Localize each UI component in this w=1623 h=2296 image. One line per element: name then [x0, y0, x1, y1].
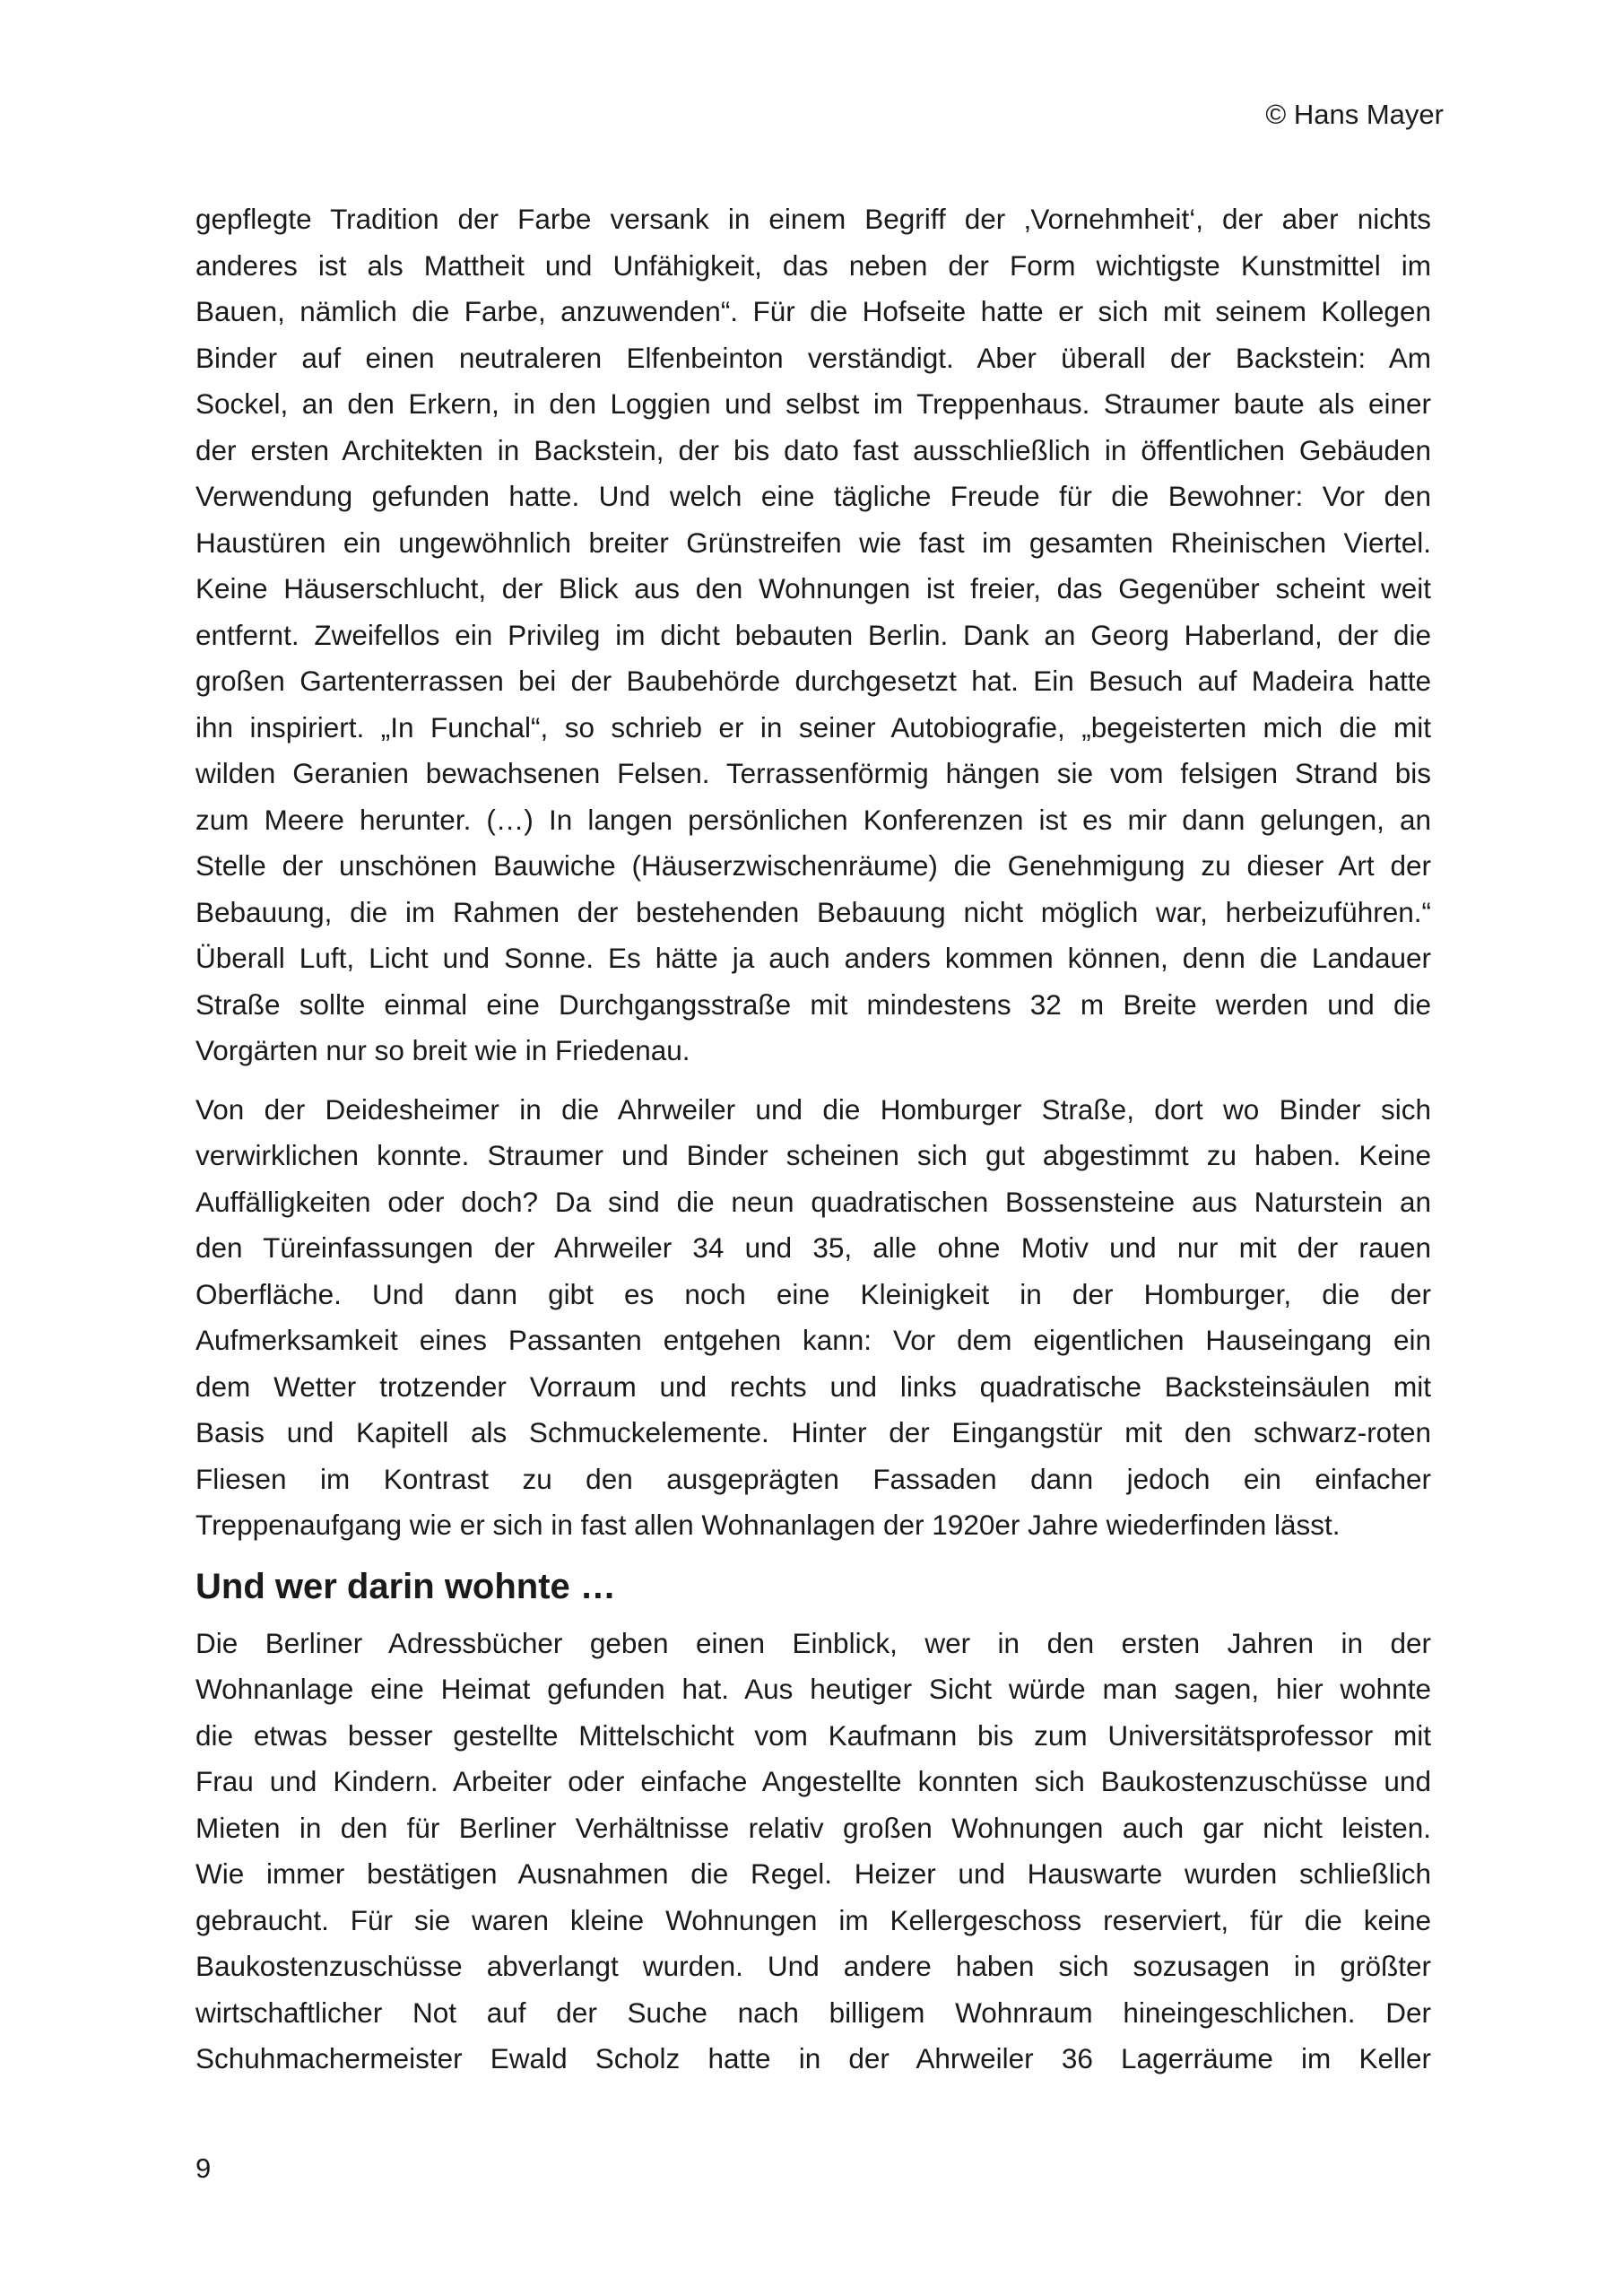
text-line: Wie immer bestätigen Ausnahmen die Regel. Heizer und Hauswarte wurden schließlich [195, 1857, 1431, 1890]
text-line: der ersten Architekten in Backstein, der bis dato fast ausschließlich in öffentlichen Gebäuden [195, 433, 1431, 466]
text-line: dem Wetter trotzender Vorraum und rechts und links quadratische Backsteinsäulen mit [195, 1370, 1431, 1403]
text-line: verwirklichen konnte. Straumer und Binder scheinen sich gut abgestimmt zu haben. Keine [195, 1139, 1431, 1171]
page-content [195, 196, 1431, 2083]
text-line: Auffälligkeiten oder doch? Da sind die neun quadratischen Bossensteine aus Naturstein an [195, 1185, 1431, 1218]
text-line: zum Meere herunter. (…) In langen persönlichen Konferenzen ist es mir dann gelungen, an [195, 803, 1431, 836]
text-line: Vorgärten nur so breit wie in Friedenau. [195, 1034, 690, 1066]
section-heading: Und wer darin wohnte … [195, 1566, 616, 1606]
text-line: Überall Luft, Licht und Sonne. Es hätte ja auch anders kommen können, denn die Landauer [195, 942, 1431, 974]
page-number: 9 [195, 2152, 212, 2184]
paragraph-1 [195, 196, 1431, 1074]
text-line: großen Gartenterrassen bei der Baubehörde durchgesetzt hat. Ein Besuch auf Madeira hatte [195, 665, 1431, 697]
text-line: Straße sollte einmal eine Durchgangsstraße mit mindestens 32 m Breite werden und die [195, 987, 1431, 1021]
text-line: anderes ist als Mattheit und Unfähigkeit, das neben der Form wichtigste Kunstmittel im [195, 248, 1431, 282]
text-line: Bebauung, die im Rahmen der bestehenden Bebauung nicht möglich war, herbeizuführen.“ [195, 895, 1431, 928]
text-line: gebraucht. Für sie waren kleine Wohnungen im Kellergeschoss reserviert, für die keine [195, 1903, 1431, 1936]
paragraph-gap [195, 1074, 1431, 1087]
text-line: Baukostenzuschüsse abverlangt wurden. Und andere haben sich sozusagen in größter [195, 1950, 1431, 1982]
text-line: Verwendung gefunden hatte. Und welch eine tägliche Freude für die Bewohner: Vor den [195, 480, 1431, 512]
paragraph-3 [195, 1621, 1431, 2083]
text-line: Aufmerksamkeit eines Passanten entgehen kann: Vor dem eigentlichen Hauseingang ein [195, 1324, 1431, 1356]
text-line: Bauen, nämlich die Farbe, anzuwenden“. Für die Hofseite hatte er sich mit seinem Kollegen [195, 295, 1431, 327]
text-line: Frau und Kindern. Arbeiter oder einfache Angestellte konnten sich Baukostenzuschüsse und [195, 1765, 1431, 1797]
text-line: Die Berliner Adressbücher geben einen Einblick, wer in den ersten Jahren in der [195, 1626, 1431, 1659]
text-line: ihn inspiriert. „In Funchal“, so schrieb er in seiner Autobiografie, „begeisterten mich die mit [195, 710, 1431, 744]
text-line: Fliesen im Kontrast zu den ausgeprägten Fassaden dann jedoch ein einfacher [195, 1462, 1431, 1495]
text-line: Oberfläche. Und dann gibt es noch eine Kleinigkeit in der Homburger, die der [195, 1277, 1431, 1310]
text-line: Haustüren ein ungewöhnlich breiter Grünstreifen wie fast im gesamten Rheinischen Viertel. [195, 526, 1431, 559]
text-line: Sockel, an den Erkern, in den Loggien und selbst im Treppenhaus. Straumer baute als einer [195, 387, 1431, 420]
text-line: wirtschaftlicher Not auf der Suche nach billigem Wohnraum hineingeschlichen. Der [195, 1996, 1431, 2029]
text-line: wilden Geranien bewachsenen Felsen. Terrassenförmig hängen sie vom felsigen Strand bis [195, 757, 1431, 789]
text-line: den Türeinfassungen der Ahrweiler 34 und 35, alle ohne Motiv und nur mit der rauen [195, 1231, 1431, 1264]
text-line: gepflegte Tradition der Farbe versank in einem Begriff der ‚Vornehmheit‘, der aber nichts [195, 203, 1431, 235]
text-line: Mieten in den für Berliner Verhältnisse relativ großen Wohnungen auch gar nicht leisten. [195, 1811, 1431, 1844]
text-line: Schuhmachermeister Ewald Scholz hatte in der Ahrweiler 36 Lagerräume im Keller [195, 2042, 1431, 2074]
text-line: die etwas besser gestellte Mittelschicht vom Kaufmann bis zum Universitätsprofessor mit [195, 1718, 1431, 1752]
text-line: Wohnanlage eine Heimat gefunden hat. Aus heutiger Sicht würde man sagen, hier wohnte [195, 1673, 1431, 1705]
text-line: Keine Häuserschlucht, der Blick aus den Wohnungen ist freier, das Gegenüber scheint weit [195, 572, 1431, 604]
text-line: Stelle der unschönen Bauwiche (Häuserzwischenräume) die Genehmigung zu dieser Art der [195, 849, 1431, 882]
paragraph-2 [195, 1087, 1431, 1549]
text-line: Von der Deidesheimer in die Ahrweiler und die Homburger Straße, dort wo Binder sich [195, 1092, 1431, 1126]
text-line: entfernt. Zweifellos ein Privileg im dicht bebauten Berlin. Dank an Georg Haberland, der die [195, 618, 1431, 651]
text-line: Treppenaufgang wie er sich in fast allen Wohnanlagen der 1920er Jahre wiederfinden lässt. [195, 1509, 1341, 1541]
copyright-header: © Hans Mayer [1265, 99, 1444, 130]
text-line: Basis und Kapitell als Schmuckelemente. Hinter der Eingangstür mit den schwarz-roten [195, 1416, 1431, 1448]
text-line: Binder auf einen neutraleren Elfenbeinton verständigt. Aber überall der Backstein: Am [195, 341, 1431, 374]
